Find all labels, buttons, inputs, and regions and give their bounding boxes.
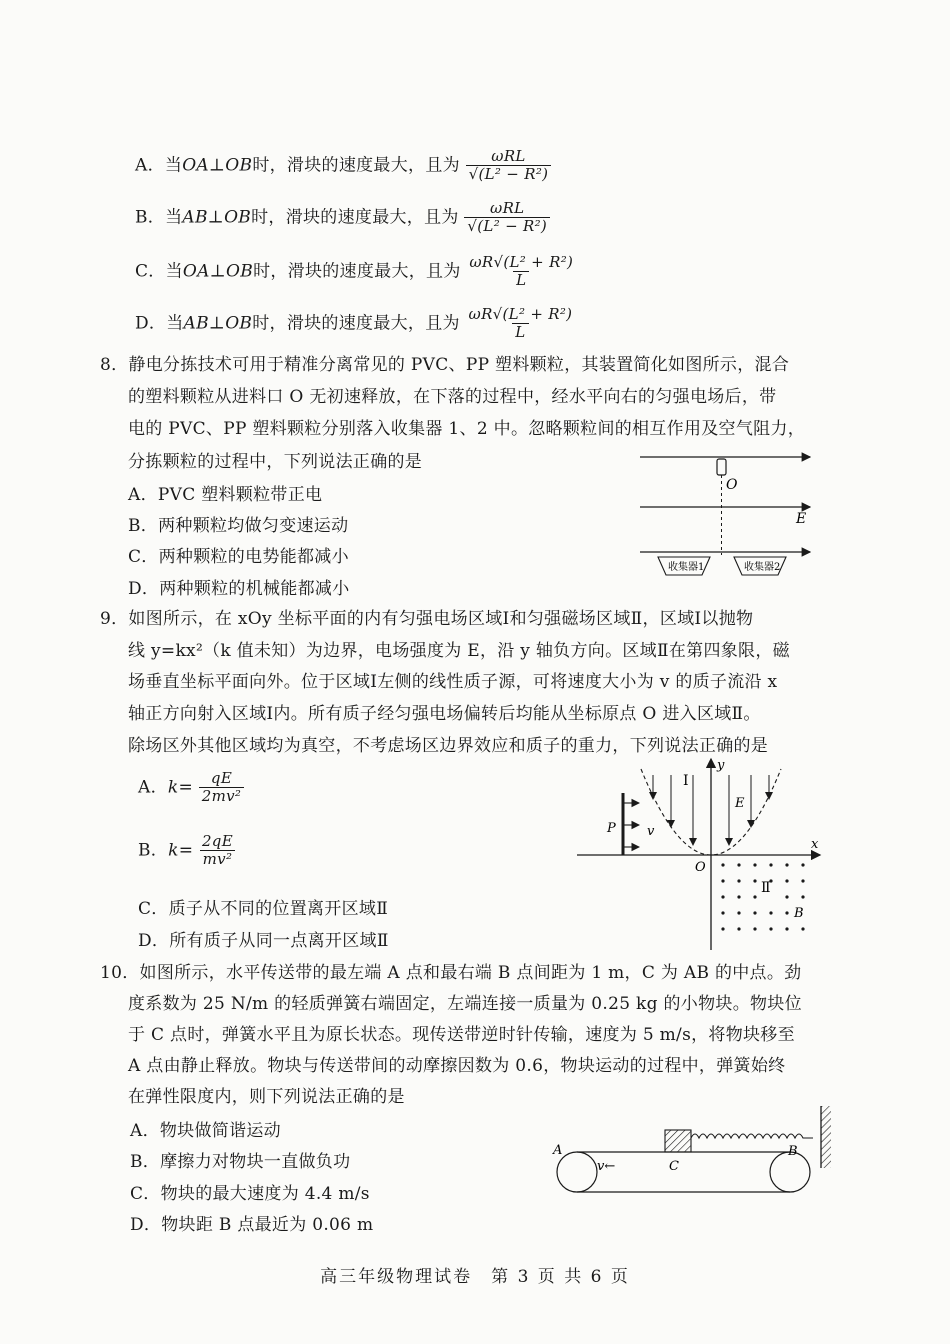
q10-stem-line-2: 度系数为 25 N/m 的轻质弹簧右端固定，左端连接一质量为 0.25 kg 的小物块。物块位 [128,994,802,1014]
q8-stem-line-4: 分拣颗粒的过程中，下列说法正确的是 [128,452,423,472]
q8-stem-line-1: 8．静电分拣技术可用于精准分离常见的 PVC、PP 塑料颗粒，其装置简化如图所示，混合 [100,355,790,375]
q10-figure [545,1100,840,1200]
q9-label-x: x [811,837,819,852]
spring [691,1134,813,1138]
q8-figure [630,445,820,585]
q9-stem-line-3: 场垂直坐标平面向外。位于区域Ⅰ左侧的线性质子源，可将速度大小为 v 的质子流沿 x [128,672,778,692]
q9-label-e: E [735,796,745,811]
q10-option-a: A．物块做简谐运动 [130,1121,281,1141]
q8-option-a: A．PVC 塑料颗粒带正电 [128,485,323,505]
q10-stem-line-4: A 点由静止释放。物块与传送带间的动摩擦因数为 0.6，物块运动的过程中，弹簧始终 [128,1056,786,1076]
q9-label-v: v [647,824,655,839]
left-roller [557,1152,597,1192]
q9-option-b: B．k= $\frac{2qE}{\text{mv²}}$ [138,833,236,869]
q10-stem-line-3: 于 C 点时，弹簧水平且为原长状态。现传送带逆时针传输，速度为 5 m/s，将物块移至 [128,1025,795,1045]
q10-option-c: C．物块的最大速度为 4.4 m/s [130,1184,370,1204]
collector-2-label: 收集器2 [744,562,781,573]
q9-figure [575,755,825,950]
q9-label-o: O [695,860,706,875]
q7-option-c: C．当OA⊥OB时，滑块的速度最大，且为 $\frac{\text{ωR√(L² + R²)}}{L}$ [135,254,576,290]
q10-stem-line-5: 在弹性限度内，则下列说法正确的是 [128,1087,405,1107]
q7-b-fraction: $\frac{\text{ωRL}}{\text{√(L² − R²)}}$ [464,200,550,236]
q7-option-a: A．当OA⊥OB时，滑块的速度最大，且为 $\frac{\text{ωRL}}{\text{√(L² − R²)}}$ [135,148,551,184]
q9-option-c: C．质子从不同的位置离开区域Ⅱ [138,899,389,919]
q9-option-a: A．k= $\frac{qE}{\text{2mv²}}$ [138,770,244,806]
q10-label-b: B [788,1144,798,1159]
q10-label-a: A [553,1143,563,1158]
q10-option-b: B．摩擦力对物块一直做负功 [130,1152,351,1172]
q7-d-fraction: $\frac{\text{ωR√(L² + R²)}}{L}$ [468,305,573,342]
q7-a-fraction: $\frac{\text{ωRL}}{\text{√(L² − R²)}}$ [466,148,552,184]
q8-stem-line-3: 电的 PVC、PP 塑料颗粒分别落入收集器 1、2 中。忽略颗粒间的相互作用及空气阻力， [128,419,806,439]
q7-option-d: D．当AB⊥OB时，滑块的速度最大，且为 $\frac{\text{ωR√(L² + R²)}}{L}$ [135,306,575,342]
q8-option-d: D．两种颗粒的机械能都减小 [128,579,350,599]
q10-label-v: v← [597,1159,616,1174]
fixed-wall [821,1106,831,1168]
q9-stem-line-2: 线 y=kx²（k 值未知）为边界，电场强度为 E，沿 y 轴负方向。区域Ⅱ在第四象限，磁 [128,641,790,661]
q9-region-2-label: Ⅱ [761,880,771,896]
q9-a-fraction: $\frac{qE}{\text{2mv²}}$ [199,770,244,806]
q10-stem-line-1: 10．如图所示，水平传送带的最左端 A 点和最右端 B 点间距为 1 m，C 为 AB 的中点。劲 [100,963,802,983]
q9-region-1-label: Ⅰ [683,773,689,789]
feed-inlet-icon [717,459,726,475]
collector-1-label: 收集器1 [668,562,705,573]
q9-label-b: B [794,906,804,921]
q8-label-e: E [796,511,807,527]
q8-label-o: O [726,477,738,493]
q9-stem-line-1: 9．如图所示，在 xOy 坐标平面的内有匀强电场区域Ⅰ和匀强磁场区域Ⅱ，区域Ⅰ以抛物 [100,609,754,629]
q10-label-c: C [669,1159,679,1174]
q7-c-fraction: $\frac{\text{ωR√(L² + R²)}}{L}$ [469,253,574,290]
q9-option-d: D．所有质子从同一点离开区域Ⅱ [138,931,389,951]
q9-stem-line-5: 除场区外其他区域均为真空，不考虑场区边界效应和质子的重力，下列说法正确的是 [128,736,769,756]
q8-option-b: B．两种颗粒均做匀变速运动 [128,516,349,536]
q9-b-fraction: $\frac{2qE}{\text{mv²}}$ [199,833,236,869]
q10-option-d: D．物块距 B 点最近为 0.06 m [130,1215,374,1235]
q9-stem-line-4: 轴正方向射入区域Ⅰ内。所有质子经匀强电场偏转后均能从坐标原点 O 进入区域Ⅱ。 [128,704,761,724]
q9-label-p: P [607,821,616,836]
page-footer: 高三年级物理试卷 第 3 页 共 6 页 [320,1267,630,1287]
magnetic-field-dots [721,863,804,930]
q8-stem-line-2: 的塑料颗粒从进料口 O 无初速释放，在下落的过程中，经水平向右的匀强电场后，带 [128,387,777,407]
q8-option-c: C．两种颗粒的电势能都减小 [128,547,349,567]
q7-option-b: B．当AB⊥OB时，滑块的速度最大，且为 $\frac{\text{ωRL}}{\text{√(L² − R²)}}$ [135,200,550,236]
q9-label-y: y [717,758,725,773]
block [665,1130,691,1152]
